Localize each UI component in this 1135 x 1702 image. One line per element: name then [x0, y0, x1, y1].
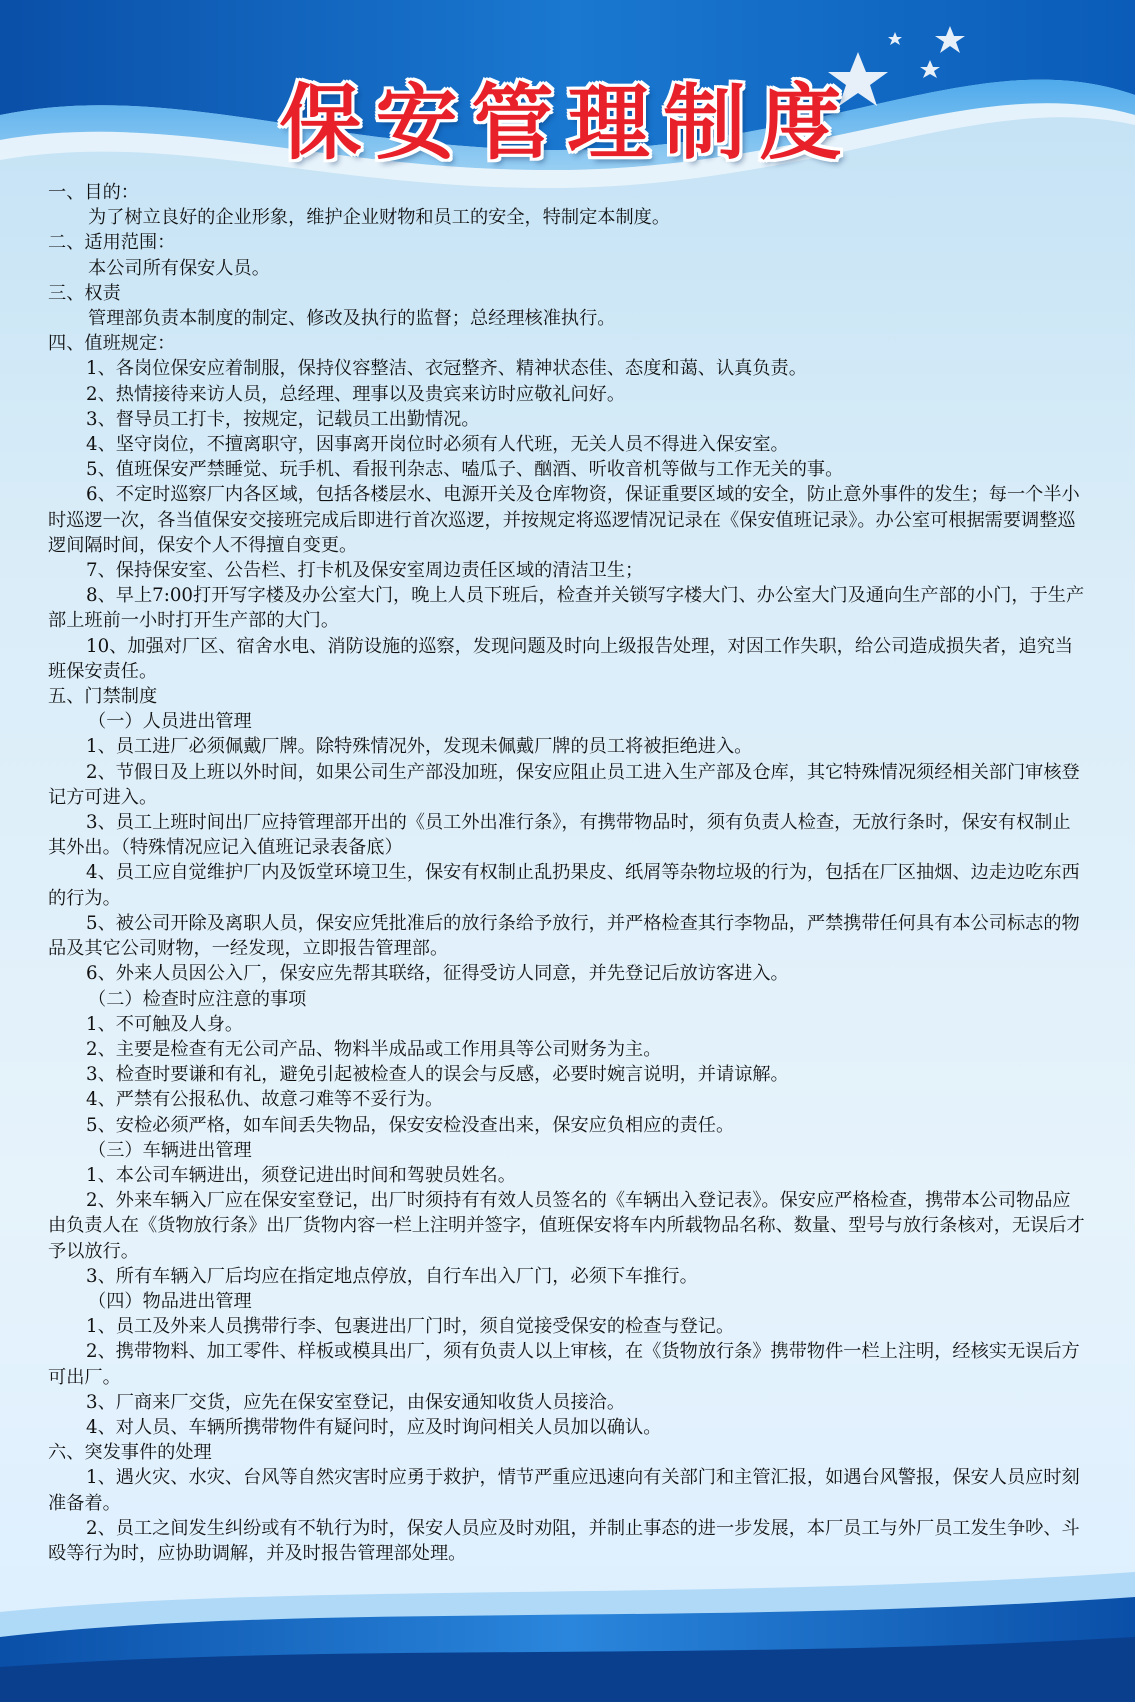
section-heading: 一、目的： [48, 182, 139, 203]
page-title: 保安管理制度 [279, 76, 856, 171]
document-body [48, 180, 1088, 1566]
list-item: 1、本公司车辆进出，须登记进出时间和驾驶员姓名。 [86, 1164, 516, 1186]
footer-decoration [0, 1542, 1135, 1702]
subsection-heading: （三）车辆进出管理 [88, 1139, 252, 1161]
list-item: 2、携带物料、加工零件、样板或模具出厂，须有负责人以上审核，在《货物放行条》携带物件一栏上注明，经核实无误后方可出厂。 [48, 1341, 1080, 1388]
list-item: 3、检查时要谦和有礼，避免引起被检查人的误会与反感，必要时婉言说明，并请谅解。 [86, 1064, 789, 1086]
list-item: 1、各岗位保安应着制服，保持仪容整洁、衣冠整齐、精神状态佳、态度和蔼、认真负责。 [86, 358, 807, 380]
subsection-heading: （二）检查时应注意的事项 [88, 988, 307, 1010]
list-item: 6、不定时巡察厂内各区域，包括各楼层水、电源开关及仓库物资，保证重要区域的安全，防止意外事件的发生；每一个半小时巡逻一次，各当值保安交接班完成后即进行首次巡逻，并按规定将巡逻情况记录在《保安值班记录》。办公室可根据需要调整巡逻间隔时间，保安个人不得擅自变更。 [48, 484, 1080, 556]
section-heading: 三、权责 [48, 282, 121, 304]
list-item: 1、遇火灾、水灾、台风等自然灾害时应勇于救护，情节严重应迅速向有关部门和主管汇报，如遇台风警报，保安人员应时刻准备着。 [48, 1467, 1080, 1514]
list-item: 3、厂商来厂交货，应先在保安室登记，由保安通知收货人员接洽。 [86, 1391, 626, 1413]
section-heading: 六、突发事件的处理 [48, 1442, 212, 1464]
list-item: 2、外来车辆入厂应在保安室登记，出厂时须持有有效人员签名的《车辆出入登记表》。保安应严格检查，携带本公司物品应由负责人在《货物放行条》出厂货物内容一栏上注明并签字，值班保安将车内所载物品名称、数量、型号与放行条核对，无误后才予以放行。 [48, 1190, 1085, 1262]
list-item: 4、坚守岗位，不擅离职守，因事离开岗位时必须有人代班，无关人员不得进入保安室。 [86, 434, 789, 456]
list-item: 5、值班保安严禁睡觉、玩手机、看报刊杂志、嗑瓜子、酗酒、听收音机等做与工作无关的事。 [86, 459, 844, 481]
list-item: 3、督导员工打卡，按规定，记载员工出勤情况。 [86, 408, 480, 430]
list-item: 2、主要是检查有无公司产品、物料半成品或工作用具等公司财务为主。 [86, 1038, 662, 1060]
list-item: 3、员工上班时间出厂应持管理部开出的《员工外出准行条》，有携带物品时，须有负责人检查，无放行条时，保安有权制止其外出。（特殊情况应记入值班记录表备底） [48, 812, 1071, 859]
subsection-heading: （四）物品进出管理 [88, 1290, 252, 1312]
section-heading: 五、门禁制度 [48, 686, 158, 708]
list-item: 2、节假日及上班以外时间，如果公司生产部没加班，保安应阻止员工进入生产部及仓库，其它特殊情况须经相关部门审核登记方可进入。 [48, 761, 1080, 808]
list-item: 6、外来人员因公入厂，保安应先帮其联络，征得受访人同意，并先登记后放访客进入。 [86, 963, 789, 985]
list-item: 4、严禁有公报私仇、故意刁难等不妥行为。 [86, 1089, 444, 1111]
list-item: 5、被公司开除及离职人员，保安应凭批准后的放行条给予放行，并严格检查其行李物品，严禁携带任何具有本公司标志的物品及其它公司财物，一经发现，立即报告管理部。 [48, 912, 1080, 960]
list-item: 1、员工及外来人员携带行李、包裹进出厂门时，须自觉接受保安的检查与登记。 [86, 1316, 735, 1338]
list-item: 3、所有车辆入厂后均应在指定地点停放，自行车出入厂门，必须下车推行。 [86, 1265, 698, 1287]
section-heading: 四、值班规定： [48, 333, 176, 355]
section-text: 本公司所有保安人员。 [88, 257, 270, 279]
list-item: 10、加强对厂区、宿舍水电、消防设施的巡察，发现问题及时向上级报告处理，对因工作失职，给公司造成损失者，追究当班保安责任。 [48, 635, 1074, 682]
list-item: 8、早上7:00打开写字楼及办公室大门，晚上人员下班后，检查并关锁写字楼大门、办公室大门及通向生产部的小门，于生产部上班前一小时打开生产部的大门。 [48, 585, 1085, 632]
subsection-heading: （一）人员进出管理 [88, 711, 252, 733]
section-text: 为了树立良好的企业形象，维护企业财物和员工的安全，特制定本制度。 [88, 207, 671, 229]
list-item: 7、保持保安室、公告栏、打卡机及保安室周边责任区域的清洁卫生； [86, 560, 644, 582]
section-heading: 二、适用范围： [48, 232, 176, 254]
list-item: 4、员工应自觉维护厂内及饭堂环境卫生，保安有权制止乱扔果皮、纸屑等杂物垃圾的行为，包括在厂区抽烟、边走边吃东西的行为。 [48, 862, 1080, 909]
list-item: 4、对人员、车辆所携带物件有疑问时，应及时询问相关人员加以确认。 [86, 1416, 662, 1438]
section-text: 管理部负责本制度的制定、修改及执行的监督；总经理核准执行。 [88, 308, 616, 330]
list-item: 2、员工之间发生纠纷或有不轨行为时，保安人员应及时劝阻，并制止事态的进一步发展，本厂员工与外厂员工发生争吵、斗殴等行为时，应协助调解，并及时报告管理部处理。 [48, 1517, 1080, 1564]
list-item: 2、热情接待来访人员，总经理、理事以及贵宾来访时应敬礼问好。 [86, 383, 626, 405]
list-item: 1、不可触及人身。 [86, 1013, 244, 1035]
list-item: 5、安检必须严格，如车间丢失物品，保安安检没查出来，保安应负相应的责任。 [86, 1114, 735, 1136]
list-item: 1、员工进厂必须佩戴厂牌。除特殊情况外，发现未佩戴厂牌的员工将被拒绝进入。 [86, 736, 753, 758]
